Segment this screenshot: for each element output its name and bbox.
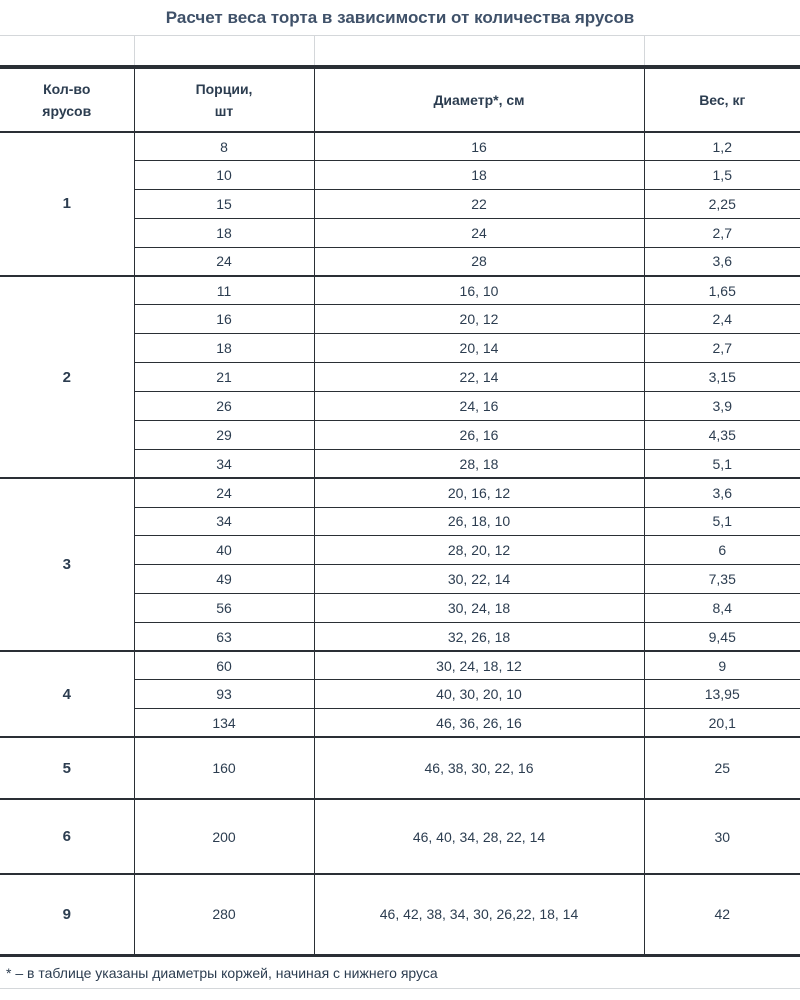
weight-cell: 20,1 — [644, 709, 800, 738]
tiers-cell: 6 — [0, 799, 134, 874]
weight-cell: 5,1 — [644, 449, 800, 478]
weight-cell: 4,35 — [644, 420, 800, 449]
weight-cell: 42 — [644, 874, 800, 954]
diameter-cell: 26, 18, 10 — [314, 507, 644, 536]
portions-cell: 56 — [134, 594, 314, 623]
weight-cell: 1,65 — [644, 276, 800, 305]
table-body — [0, 132, 800, 954]
weight-cell: 6 — [644, 536, 800, 565]
weight-cell: 3,6 — [644, 478, 800, 507]
weight-cell: 3,6 — [644, 247, 800, 276]
diameter-cell: 24, 16 — [314, 392, 644, 421]
portions-cell: 18 — [134, 218, 314, 247]
row-divider — [0, 988, 800, 989]
diameter-cell: 22 — [314, 190, 644, 219]
table-bottom-border — [0, 955, 800, 957]
tiers-cell: 4 — [0, 651, 134, 737]
diameter-cell: 16 — [314, 132, 644, 161]
header-diameter: Диаметр*, см — [314, 68, 644, 132]
table-row — [0, 651, 800, 680]
portions-cell: 8 — [134, 132, 314, 161]
weight-cell: 3,15 — [644, 363, 800, 392]
weight-cell: 13,95 — [644, 680, 800, 709]
cell-divider — [134, 36, 135, 65]
tiers-cell: 3 — [0, 478, 134, 651]
header-portions-line2: шт — [214, 103, 234, 119]
header-portions — [134, 68, 314, 132]
portions-cell: 200 — [134, 799, 314, 874]
weight-cell: 9 — [644, 651, 800, 680]
tiers-cell: 1 — [0, 132, 134, 276]
tiers-cell: 5 — [0, 737, 134, 799]
diameter-cell: 30, 24, 18 — [314, 594, 644, 623]
cell-divider — [644, 36, 645, 65]
portions-cell: 49 — [134, 565, 314, 594]
weight-cell: 9,45 — [644, 622, 800, 651]
diameter-cell: 28 — [314, 247, 644, 276]
diameter-cell: 28, 18 — [314, 449, 644, 478]
table-row — [0, 799, 800, 874]
header-tiers — [0, 68, 134, 132]
portions-cell: 134 — [134, 709, 314, 738]
cake-weight-table — [0, 67, 800, 955]
header-tiers-line2: ярусов — [42, 103, 92, 119]
weight-cell: 8,4 — [644, 594, 800, 623]
weight-cell: 25 — [644, 737, 800, 799]
diameter-cell: 46, 40, 34, 28, 22, 14 — [314, 799, 644, 874]
weight-cell: 2,4 — [644, 305, 800, 334]
diameter-cell: 20, 16, 12 — [314, 478, 644, 507]
header-tiers-line1: Кол-во — [43, 81, 91, 97]
portions-cell: 34 — [134, 507, 314, 536]
cell-divider — [314, 36, 315, 65]
portions-cell: 24 — [134, 247, 314, 276]
portions-cell: 26 — [134, 392, 314, 421]
weight-cell: 3,9 — [644, 392, 800, 421]
footnote: * – в таблице указаны диаметры коржей, начиная с нижнего яруса — [6, 965, 438, 981]
diameter-cell: 46, 38, 30, 22, 16 — [314, 737, 644, 799]
weight-cell: 5,1 — [644, 507, 800, 536]
weight-cell: 30 — [644, 799, 800, 874]
diameter-cell: 18 — [314, 161, 644, 190]
diameter-cell: 20, 14 — [314, 334, 644, 363]
portions-cell: 15 — [134, 190, 314, 219]
tiers-cell: 2 — [0, 276, 134, 478]
diameter-cell: 40, 30, 20, 10 — [314, 680, 644, 709]
table-row — [0, 737, 800, 799]
diameter-cell: 32, 26, 18 — [314, 622, 644, 651]
diameter-cell: 46, 36, 26, 16 — [314, 709, 644, 738]
portions-cell: 60 — [134, 651, 314, 680]
portions-cell: 16 — [134, 305, 314, 334]
diameter-cell: 30, 22, 14 — [314, 565, 644, 594]
weight-cell: 1,5 — [644, 161, 800, 190]
diameter-cell: 22, 14 — [314, 363, 644, 392]
portions-cell: 93 — [134, 680, 314, 709]
empty-row — [0, 36, 800, 67]
diameter-cell: 28, 20, 12 — [314, 536, 644, 565]
diameter-cell: 24 — [314, 218, 644, 247]
table-row — [0, 132, 800, 161]
portions-cell: 24 — [134, 478, 314, 507]
portions-cell: 280 — [134, 874, 314, 954]
portions-cell: 63 — [134, 622, 314, 651]
table-row — [0, 276, 800, 305]
table-row — [0, 478, 800, 507]
weight-cell: 1,2 — [644, 132, 800, 161]
diameter-cell: 46, 42, 38, 34, 30, 26,22, 18, 14 — [314, 874, 644, 954]
weight-cell: 2,25 — [644, 190, 800, 219]
header-weight: Вес, кг — [644, 68, 800, 132]
portions-cell: 40 — [134, 536, 314, 565]
table-row — [0, 874, 800, 954]
portions-cell: 10 — [134, 161, 314, 190]
header-row — [0, 68, 800, 132]
portions-cell: 18 — [134, 334, 314, 363]
portions-cell: 21 — [134, 363, 314, 392]
diameter-cell: 16, 10 — [314, 276, 644, 305]
diameter-cell: 30, 24, 18, 12 — [314, 651, 644, 680]
header-portions-line1: Порции, — [195, 81, 253, 97]
portions-cell: 11 — [134, 276, 314, 305]
diameter-cell: 20, 12 — [314, 305, 644, 334]
table-title: Расчет веса торта в зависимости от количества ярусов — [0, 0, 800, 36]
portions-cell: 160 — [134, 737, 314, 799]
diameter-cell: 26, 16 — [314, 420, 644, 449]
weight-cell: 7,35 — [644, 565, 800, 594]
weight-cell: 2,7 — [644, 218, 800, 247]
portions-cell: 29 — [134, 420, 314, 449]
weight-cell: 2,7 — [644, 334, 800, 363]
portions-cell: 34 — [134, 449, 314, 478]
tiers-cell: 9 — [0, 874, 134, 954]
